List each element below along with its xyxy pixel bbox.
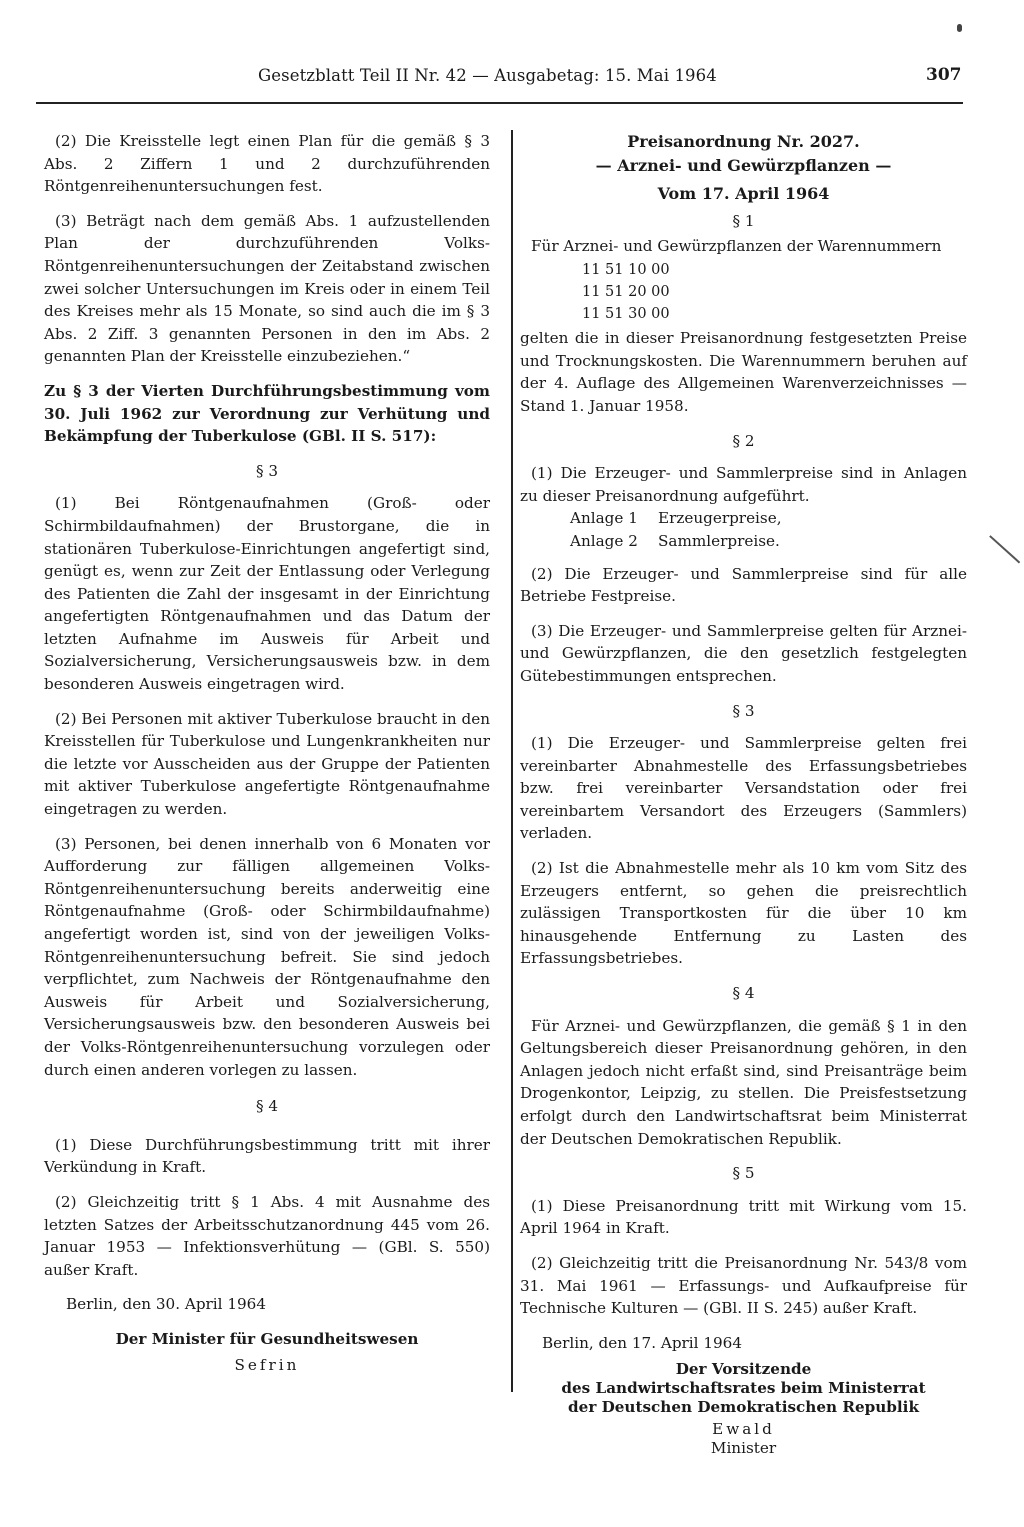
section-mark: § 4 <box>732 984 755 1003</box>
column-divider <box>511 130 513 1392</box>
signature-role: Minister <box>710 1439 777 1458</box>
paragraph: (1) Die Erzeuger- und Sammlerpreise sind in Anlagen zu dieser Preisanordnung aufgeführt. <box>520 464 967 505</box>
paragraph: (3) Die Erzeuger- und Sammlerpreise gelten für Arznei- und Gewürzpflanzen, die den gesetzlich festgelegten Gütebestimmungen entsprechen. <box>520 621 967 685</box>
paragraph: (2) Ist die Abnahmestelle mehr als 10 km vom Sitz des Erzeugers entfernt, so gehen die preisrechtlich zulässigen Transportkosten für die über 10 km hinausgehende Entfernung zu Lasten des Erfassungsbetriebes. <box>520 859 967 968</box>
ware-number: 11 51 30 00 <box>582 306 670 323</box>
left-column <box>44 130 490 1375</box>
paragraph: gelten die in dieser Preisanordnung festgesetzten Preise und Trocknungskosten. Die Warennummern beruhen auf der 4. Auflage des Allgemeinen Warenverzeichnisses — Stand 1. Januar 1958. <box>520 329 967 415</box>
annex-text: Erzeugerpreise, <box>658 509 782 528</box>
paragraph: (1) Diese Preisanordnung tritt mit Wirkung vom 15. April 1964 in Kraft. <box>520 1196 967 1238</box>
place-date: Berlin, den 17. April 1964 <box>542 1333 743 1352</box>
section-mark: § 3 <box>255 461 279 480</box>
signature-title-line: der Deutschen Demokratischen Republik <box>568 1398 919 1417</box>
section-mark: § 4 <box>255 1097 279 1116</box>
page-number: 307 <box>926 65 962 85</box>
ordinance-title: Preisanordnung Nr. 2027. <box>627 132 860 151</box>
paragraph: (2) Die Erzeuger- und Sammlerpreise sind für alle Betriebe Festpreise. <box>520 564 967 606</box>
section-heading: Zu § 3 der Vierten Durchführungsbestimmung vom 30. Juli 1962 zur Verordnung zur Verhütung und Bekämpfung der Tuberkulose (GBl. II S. 517): <box>44 381 490 446</box>
place-date: Berlin, den 30. April 1964 <box>66 1295 267 1314</box>
paragraph: (3) Beträgt nach dem gemäß Abs. 1 aufzustellenden Plan der durchzuführenden Volks-Röntgenreihenuntersuchungen der Zeitabstand zwischen zwei solcher Untersuchungen im Kreis oder in einem Teil des Kreises mehr als 15 Monate, so sind auch die im § 3 Abs. 2 Ziff. 3 genannten Personen in den im Abs. 2 genannten Plan der Kreisstelle einzubeziehen.“ <box>44 211 490 366</box>
paragraph: (2) Bei Personen mit aktiver Tuberkulose braucht in den Kreisstellen für Tuberkulose und Lungenkrankheiten nur die letzte vor Ausscheiden aus der Gruppe der Patienten mit aktiver Tuberkulose angefertigte Röntgenaufnahme eingetragen zu werden. <box>44 709 490 819</box>
section-mark: § 5 <box>732 1164 755 1183</box>
signature-name: Sefrin <box>234 1355 300 1374</box>
paragraph: (2) Gleichzeitig tritt die Preisanordnung Nr. 543/8 vom 31. Mai 1961 — Erfassungs- und Aufkaufpreise für Technische Kulturen — (GBl. II S. 245) außer Kraft. <box>520 1253 967 1318</box>
ware-number: 11 51 20 00 <box>582 284 670 301</box>
annex-item <box>520 530 967 553</box>
ordinance-date: Vom 17. April 1964 <box>657 184 830 203</box>
section-mark: § 1 <box>732 212 755 230</box>
signature-title-line: des Landwirtschaftsrates beim Ministerrat <box>561 1379 926 1398</box>
header-rule <box>36 102 963 104</box>
signature-title: Der Minister für Gesundheitswesen <box>115 1329 419 1348</box>
right-column <box>520 130 967 1458</box>
paragraph: (1) Die Erzeuger- und Sammlerpreise gelten frei vereinbarter Abnahmestelle des Erfassungsbetriebes bzw. frei vereinbarter Versandstation oder frei vereinbartem Versandort des Erzeugers (Sammlers) verladen. <box>520 734 967 843</box>
section-mark: § 2 <box>732 431 755 450</box>
signature-name: Ewald <box>712 1420 775 1439</box>
annex-text: Sammlerpreise. <box>658 531 780 550</box>
scan-mark <box>957 24 962 32</box>
section-mark: § 3 <box>732 701 755 720</box>
ware-number-list <box>520 259 967 325</box>
ware-number: 11 51 10 00 <box>582 262 670 279</box>
annex-label: Anlage 2 <box>570 531 638 550</box>
page-header: Gesetzblatt Teil II Nr. 42 — Ausgabetag: 15. Mai 1964 <box>258 66 717 85</box>
paragraph: (2) Gleichzeitig tritt § 1 Abs. 4 mit Ausnahme des letzten Satzes der Arbeitsschutzanordnung 445 vom 26. Januar 1953 — Infektionsverhütung — (GBl. S. 550) außer Kraft. <box>44 1192 490 1279</box>
signature-title-line: Der Vorsitzende <box>675 1360 812 1379</box>
ordinance-subtitle: — Arznei- und Gewürzpflanzen — <box>595 156 892 175</box>
paragraph: Für Arznei- und Gewürzpflanzen, die gemäß § 1 in den Geltungsbereich dieser Preisanordnung gehören, in den Anlagen jedoch nicht erfaßt sind, sind Preisanträge beim Drogenkontor, Leipzig, zu stellen. Die Preisfestsetzung erfolgt durch den Landwirtschaftsrat beim Ministerrat der Deutschen Demokratischen Republik. <box>520 1016 967 1148</box>
annex-label: Anlage 1 <box>570 509 638 528</box>
paragraph: (2) Die Kreisstelle legt einen Plan für die gemäß § 3 Abs. 2 Ziffern 1 und 2 durchzuführenden Röntgenreihenuntersuchungen fest. <box>44 132 490 196</box>
annex-item <box>520 507 967 530</box>
scan-mark <box>989 535 1020 563</box>
paragraph: Für Arznei- und Gewürzpflanzen der Warennummern <box>531 236 942 255</box>
paragraph: (3) Personen, bei denen innerhalb von 6 Monaten vor Aufforderung zur fälligen allgemeinen Volks-Röntgenreihenuntersuchung bereits anderweitig eine Röntgenaufnahme (Groß- oder Schirmbildaufnahme) angefertigt worden ist, sind von der jeweiligen Volks-Röntgenreihenuntersuchung befreit. Sie sind jedoch verpflichtet, zum Nachweis der Röntgenaufnahme den Ausweis für Arbeit und Sozialversicherung, Versicherungsausweis bzw. den besonderen Ausweis bei der Volks-Röntgenreihenuntersuchung vorzulegen oder durch einen anderen vorlegen zu lassen. <box>44 834 490 1079</box>
paragraph: (1) Bei Röntgenaufnahmen (Groß- oder Schirmbildaufnahmen) der Brustorgane, die in stationären Tuberkulose-Einrichtungen angefertigt sind, genügt es, wenn zur Zeit der Entlassung oder Verlegung des Patienten die Zahl der insgesamt in der Einrichtung angefertigten Röntgenaufnahmen und das Datum der letzten Aufnahme im Ausweis für Arbeit und Sozialversicherung, Versicherungsausweis bzw. in dem besonderen Ausweis eingetragen wird. <box>44 494 490 694</box>
paragraph: (1) Diese Durchführungsbestimmung tritt mit ihrer Verkündung in Kraft. <box>44 1135 490 1177</box>
annex-list <box>520 507 967 552</box>
